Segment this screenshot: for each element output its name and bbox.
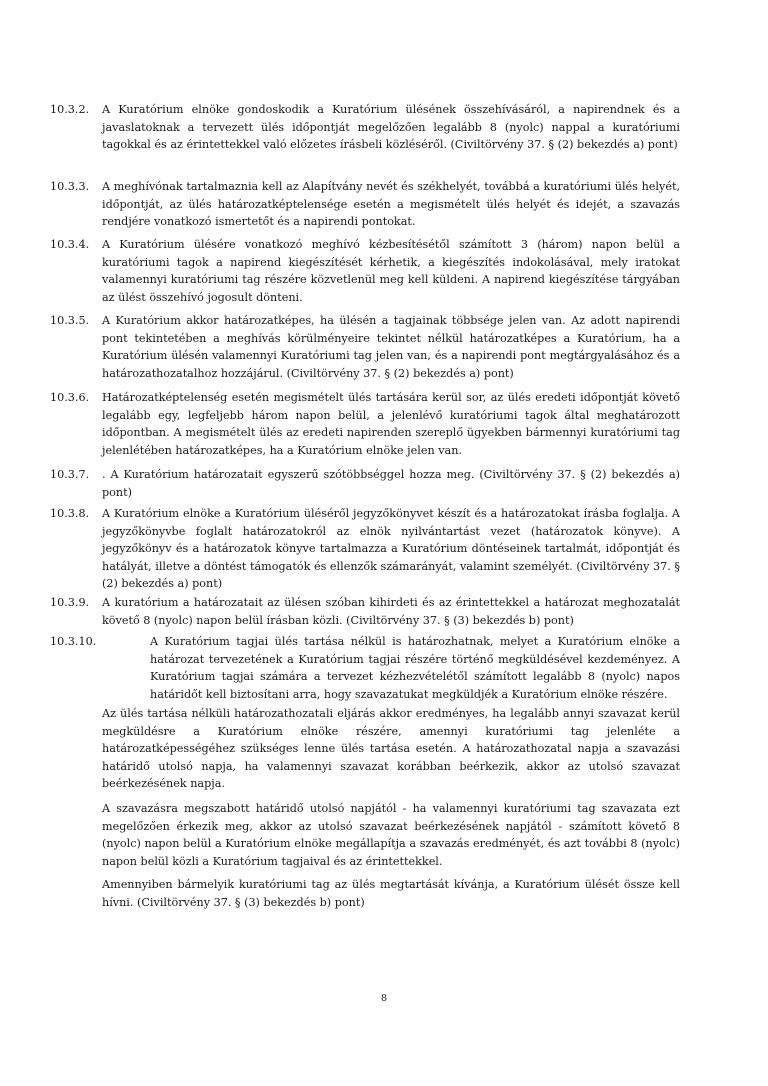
clause-number: 10.3.4. (50, 238, 90, 251)
clause-10-3-7 (50, 466, 680, 501)
clause-10-3-8 (50, 505, 680, 593)
clause-text: Határozatképtelenség esetén megismételt ülés tartására kerül sor, az ülés eredeti időpontját követő legalább egy, legfeljebb három napon belül, a jelenlévő kuratóriumi tagok által meghatározott időpontban. A megismételt ülés az eredeti napirenden szereplő ügyekben bármennyi kuratóriumi tag jelenlétében határozatképes, ha a Kuratórium elnöke jelen van. (102, 391, 680, 457)
clause-text: A Kuratórium akkor határozatképes, ha ülésén a tagjainak többsége jelen van. Az adott napirendi pont tekintetében a meghívás körülményeire tekintet nélkül határozatképes a Kuratórium, ha a Kuratórium ülésén valamennyi Kuratóriumi tag jelen van, és a napirendi pont megtárgyalásához és a határozathozatalhoz hozzájárul. (Civiltörvény 37. § (2) bekezdés a) pont) (102, 314, 680, 380)
clause-text: A meghívónak tartalmaznia kell az Alapítvány nevét és székhelyét, továbbá a kuratóriumi ülés helyét, időpontját, az ülés határozatképtelensége esetén a megismételt ülés helyét és idejét, a szavazás rendjére vonatkozó ismertetőt és a napirendi pontokat. (102, 180, 680, 229)
clause-number: 10.3.7. (50, 468, 90, 481)
clause-10-3-3 (50, 178, 680, 231)
subparagraph: Az ülés tartása nélküli határozathozatali eljárás akkor eredményes, ha legalább annyi szavazat kerül megküldésre a Kuratórium elnöke részére, amennyi kuratóriumi tag jelenléte a határozatképességéhez szükséges lenne ülés tartása esetén. A határozathozatal napja a szavazási határidő utolsó napja, ha valamennyi szavazat korábban beérkezik, akkor az utolsó szavazat beérkezésének napja. (102, 707, 680, 791)
clause-number: 10.3.10. (50, 635, 97, 648)
clause-10-3-2 (50, 101, 680, 154)
clause-10-3-5 (50, 312, 680, 382)
clause-number: 10.3.9. (50, 596, 90, 609)
clause-text: A Kuratórium elnöke gondoskodik a Kuratórium ülésének összehívásáról, a napirendnek és a javaslatoknak a tervezett ülés időpontját megelőzően legalább 8 (nyolc) nappal a kuratóriumi tagokkal és az érintettekkel való előzetes írásbeli közléséről. (Civiltörvény 37. § (2) bekezdés a) pont) (102, 103, 680, 152)
clause-text: A Kuratórium elnöke a Kuratórium üléséről jegyzőkönyvet készít és a határozatokat írásba foglalja. A jegyzőkönyvbe foglalt határozatokról az elnök nyilvántartást vezet (határozatok könyve). A jegyzőkönyv és a határozatok könyve tartalmazza a Kuratórium döntéseinek tartalmát, időpontját és hatályát, illetve a döntést támogatók és ellenzők számarányát, valamint személyét. (Civiltörvény 37. § (2) bekezdés a) pont) (102, 507, 680, 591)
clause-number: 10.3.6. (50, 391, 90, 404)
clause-10-3-10 (50, 633, 680, 703)
clause-number: 10.3.8. (50, 507, 90, 520)
clause-text: A kuratórium a határozatait az ülésen szóban kihirdeti és az érintettekkel a határozat meghozatalát követő 8 (nyolc) napon belül írásban közli. (Civiltörvény 37. § (3) bekezdés b) pont) (102, 596, 680, 627)
clause-10-3-9 (50, 594, 680, 629)
page-number: 8 (380, 993, 388, 1004)
clause-10-3-6 (50, 389, 680, 459)
clause-10-3-4 (50, 236, 680, 306)
clause-number: 10.3.2. (50, 103, 90, 116)
clause-text: A Kuratórium tagjai ülés tartása nélkül is határozhatnak, melyet a Kuratórium elnöke a határozat tervezetének a Kuratórium tagjai részére történő megküldésével kezdeményez. A Kuratórium tagjai számára a tervezet kézhezvételétől számított legalább 8 (nyolc) napos határidőt kell biztosítani arra, hogy szavazatukat megküldjék a Kuratórium elnöke részére. (150, 635, 680, 701)
clause-text: A Kuratórium ülésére vonatkozó meghívó kézbesítésétől számított 3 (három) napon belül a kuratóriumi tagok a napirend kiegészítését kérhetik, a kiegészítés indokolásával, mely iratokat valamennyi kuratóriumi tag részére közvetlenül meg kell küldeni. A napirend kiegészítése tárgyában az ülést összehívó jogosult dönteni. (102, 238, 680, 304)
subparagraph: Amennyiben bármelyik kuratóriumi tag az ülés megtartását kívánja, a Kuratórium ülését össze kell hívni. (Civiltörvény 37. § (3) bekezdés b) pont) (102, 878, 680, 909)
clause-number: 10.3.5. (50, 314, 90, 327)
clause-number: 10.3.3. (50, 180, 90, 193)
clause-text: . A Kuratórium határozatait egyszerű szótöbbséggel hozza meg. (Civiltörvény 37. § (2) bekezdés a) pont) (102, 468, 680, 499)
subparagraph: A szavazásra megszabott határidő utolsó napjától - ha valamennyi kuratóriumi tag szavazata ezt megelőzően érkezik meg, akkor az utolsó szavazat beérkezésének napjától - számított követő 8 (nyolc) napon belül a Kuratórium elnöke megállapítja a szavazás eredményét, és azt további 8 (nyolc) napon belül közli a Kuratórium tagjaival és az érintettekkel. (102, 802, 680, 868)
